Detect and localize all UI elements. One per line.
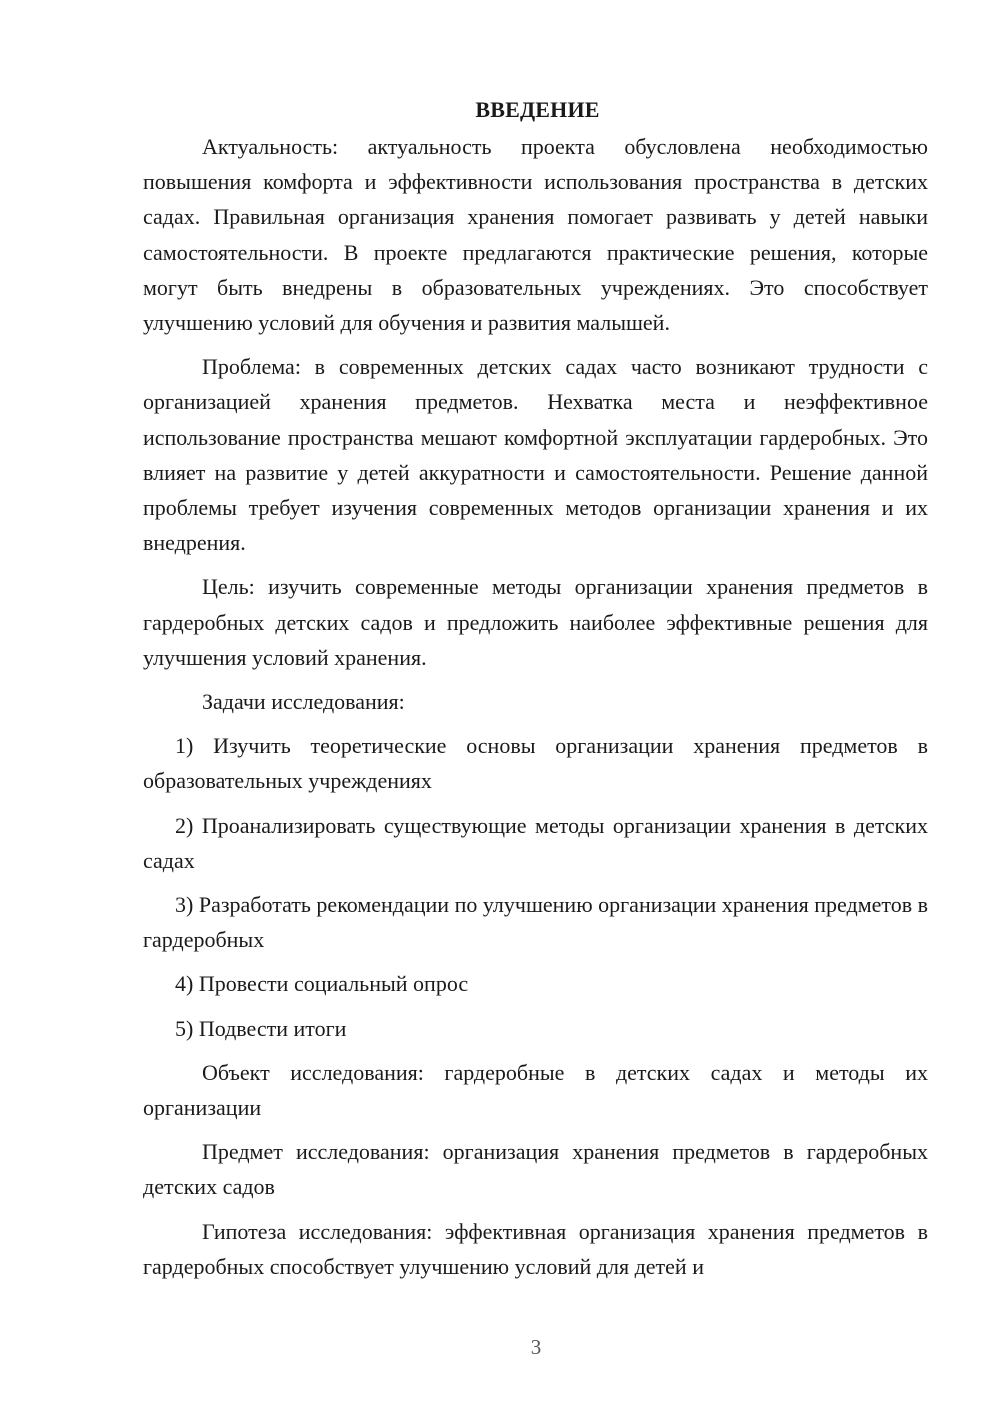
list-item: 4) Провести социальный опрос: [175, 971, 469, 997]
tasks-list: [143, 728, 928, 1046]
list-item: 1) Изучить теоретические основы организации хранения предметов в образовательных учреждениях: [143, 733, 928, 794]
paragraph-goal: Цель: изучить современные методы организации хранения предметов в гардеробных детских садов и предложить наиболее эффективные решения для улучшения условий хранения.: [143, 574, 928, 670]
page-number: 3: [530, 1335, 542, 1359]
paragraph-problem: Проблема: в современных детских садах часто возникают трудности с организацией хранения предметов. Нехватка места и неэффективное использование пространства мешают комфортной эксплуатации гардеробных. Это влияет на развитие у детей аккуратности и самостоятельности. Решение данной проблемы требует изучения современных методов организации хранения и их внедрения.: [143, 354, 928, 556]
list-item: 5) Подвести итоги: [175, 1015, 347, 1041]
paragraph-hypothesis: Гипотеза исследования: эффективная организация хранения предметов в гардеробных способствует улучшению условий для детей и: [143, 1218, 928, 1279]
page-content: [143, 92, 928, 1293]
paragraph-relevance: Актуальность: актуальность проекта обусловлена необходимостью повышения комфорта и эффективности использования пространства в детских садах. Правильная организация хранения помогает развивать у детей навыки самостоятельности. В проекте предлагаются практические решения, которые могут быть внедрены в образовательных учреждениях. Это способствует улучшению условий для обучения и развития малышей.: [143, 134, 928, 336]
tasks-label: Задачи исследования:: [202, 689, 405, 715]
list-item: 2) Проанализировать существующие методы организации хранения в детских садах: [143, 812, 928, 873]
list-item: 3) Разработать рекомендации по улучшению организации хранения предметов в гардеробных: [143, 892, 928, 953]
paragraph-object: Объект исследования: гардеробные в детских садах и методы их организации: [143, 1059, 928, 1121]
page-title: ВВЕДЕНИЕ: [475, 97, 600, 122]
paragraph-subject: Предмет исследования: организация хранения предметов в гардеробных детских садов: [143, 1139, 928, 1200]
